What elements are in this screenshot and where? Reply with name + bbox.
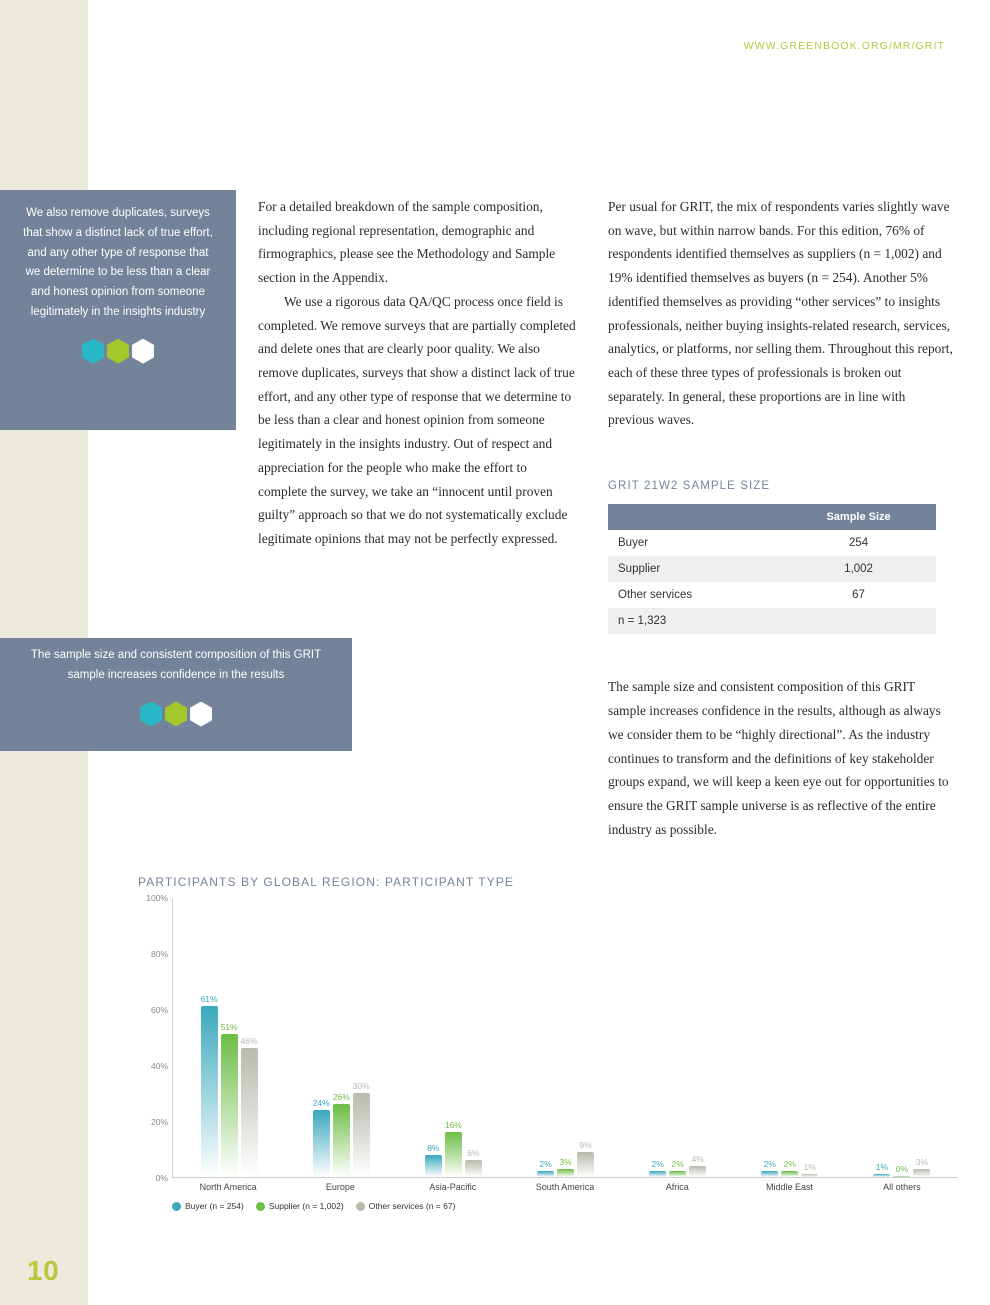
bar-group — [846, 898, 958, 1177]
bar-value-label: 24% — [312, 1097, 330, 1108]
table-cell-value — [781, 608, 936, 634]
bar-group — [622, 898, 734, 1177]
bar-slot — [873, 898, 890, 1177]
bar-value-label: 3% — [559, 1156, 572, 1167]
bar-value-label: 2% — [651, 1159, 664, 1170]
x-tick-label: South America — [535, 1182, 595, 1192]
legend-color-swatch — [356, 1202, 365, 1211]
bar-slot — [353, 898, 370, 1177]
bar[interactable] — [781, 1159, 798, 1177]
y-tick-label: 20% — [150, 1117, 168, 1127]
table-cell-label: Buyer — [608, 530, 781, 556]
footer-url: WWW.GREENBOOK.ORG/MR/GRIT — [743, 40, 945, 52]
bar-slot — [201, 898, 218, 1177]
hexagon-decoration — [24, 702, 328, 727]
x-tick-label: Europe — [325, 1182, 355, 1192]
bar-value-label: 2% — [671, 1159, 684, 1170]
chart-x-axis — [172, 1182, 958, 1192]
pull-quote-1-text: We also remove duplicates, surveys that show a distinct lack of true effort, and any other type of response that we determine to be less than a clear and honest opinion from someone legitimately in the insights industry — [23, 207, 213, 318]
table-cell-value: 254 — [781, 530, 936, 556]
legend-label: Supplier (n = 1,002) — [268, 1201, 344, 1211]
bar[interactable] — [873, 1162, 890, 1177]
bar[interactable] — [537, 1159, 554, 1177]
bar-slot — [333, 898, 350, 1177]
participants-by-region-chart — [138, 893, 958, 1218]
paragraph: Per usual for GRIT, the mix of respondents varies slightly wave on wave, but within narrow bands. For this edition, 76% of respondents identified themselves as suppliers (n = 1,002) and 19% identified themselves as buyers (n = 254). Another 5% identified themselves as providing “other services” to insights professionals, neither buying insights-related research, services, analytics, or platforms, nor selling them. Throughout this report, each of these three types of professionals is broken out separately. In general, these proportions are in line with previous waves. — [608, 199, 953, 428]
bar-slot — [465, 898, 482, 1177]
x-tick-label: Africa — [665, 1182, 689, 1192]
hexagon-icon — [82, 339, 104, 364]
table-cell-label: Supplier — [608, 556, 781, 582]
bar-group — [509, 898, 621, 1177]
bar[interactable] — [577, 1139, 594, 1177]
bar-value-label: 30% — [352, 1081, 370, 1091]
bar[interactable] — [240, 1036, 258, 1177]
bar[interactable] — [332, 1092, 350, 1177]
sample-size-table — [608, 504, 936, 634]
hexagon-icon — [165, 702, 187, 727]
paragraph: We use a rigorous data QA/QC process once field is completed. We remove surveys that are partially completed and delete ones that are clearly poor quality. We also remove duplicates, surveys that show a distinct lack of true effort, and any other type of response that we determine to be less than a clear and honest opinion from someone legitimately in the insights industry. Out of respect and appreciation for the people who make the effort to complete the survey, we take an “innocent until proven guilty” approach so that we do not systematically exclude legitimate opinions that may not be perfectly expressed. — [258, 293, 576, 547]
y-tick-label: 100% — [146, 893, 168, 903]
bar-value-label: 26% — [332, 1092, 350, 1103]
bar[interactable] — [312, 1097, 330, 1177]
legend-color-swatch — [172, 1202, 181, 1211]
bar-value-label: 6% — [467, 1148, 480, 1159]
chart-legend — [172, 1201, 455, 1211]
table-header-blank — [608, 504, 781, 530]
table-header-sample-size: Sample Size — [781, 504, 936, 530]
bar-slot — [557, 898, 574, 1177]
x-tick-label: Middle East — [766, 1182, 814, 1192]
body-column-left — [258, 195, 578, 551]
table-row — [608, 608, 936, 634]
bar-value-label: 9% — [579, 1139, 592, 1150]
bar-value-label: 4% — [691, 1153, 704, 1164]
table-row — [608, 556, 936, 582]
bar[interactable] — [425, 1142, 442, 1177]
chart-y-axis — [138, 893, 168, 1183]
hexagon-icon — [132, 339, 154, 364]
chart-plot-area — [172, 898, 958, 1178]
chart-bar-groups — [173, 898, 958, 1177]
bar-slot — [649, 898, 666, 1177]
bar[interactable] — [465, 1148, 482, 1177]
bar-slot — [801, 898, 818, 1177]
pull-quote-1 — [0, 190, 236, 430]
legend-color-swatch — [256, 1202, 265, 1211]
table-row — [608, 582, 936, 608]
bar-value-label: 8% — [427, 1142, 440, 1153]
legend-item[interactable] — [256, 1201, 344, 1211]
bar-group — [734, 898, 846, 1177]
bar-slot — [425, 898, 442, 1177]
bar-value-label: 1% — [803, 1162, 816, 1173]
x-tick-label: North America — [199, 1182, 257, 1192]
table-cell-label: n = 1,323 — [608, 608, 781, 634]
bar-slot — [781, 898, 798, 1177]
body-column-right — [608, 195, 953, 432]
paragraph: For a detailed breakdown of the sample composition, including regional representation, demographic and firmographics, please see the Methodology and Sample section in the Appendix. — [258, 199, 556, 286]
bar-slot — [241, 898, 258, 1177]
bar-value-label: 1% — [875, 1162, 889, 1173]
bar-slot — [313, 898, 330, 1177]
paragraph: The sample size and consistent composition of this GRIT sample increases confidence in the results, although as always we consider them to be “highly directional”. As the industry continues to transform and the definitions of key stakeholder groups expand, we will keep a keen eye out for opportunities to ensure the GRIT sample universe is as reflective of the entire industry as possible. — [608, 679, 949, 837]
table-cell-label: Other services — [608, 582, 781, 608]
y-tick-label: 0% — [155, 1173, 168, 1183]
hexagon-icon — [107, 339, 129, 364]
sample-size-table-title: GRIT 21W2 SAMPLE SIZE — [608, 480, 771, 492]
legend-item[interactable] — [356, 1201, 456, 1211]
y-tick-label: 80% — [150, 949, 168, 959]
body-column-right-lower — [608, 662, 953, 855]
bar[interactable] — [913, 1156, 930, 1177]
bar[interactable] — [689, 1153, 706, 1177]
bar-slot — [445, 898, 462, 1177]
x-tick-label: Asia-Pacific — [429, 1182, 477, 1192]
pull-quote-2-text: The sample size and consistent composition of this GRIT sample increases confidence in the results — [30, 649, 322, 681]
bar-slot — [761, 898, 778, 1177]
bar-slot — [893, 898, 910, 1177]
pull-quote-2 — [0, 638, 352, 751]
hexagon-decoration — [22, 339, 214, 364]
bar-slot — [689, 898, 706, 1177]
bar[interactable] — [444, 1120, 462, 1177]
chart-title: PARTICIPANTS BY GLOBAL REGION: PARTICIPANT TYPE — [138, 875, 515, 889]
bar-value-label: 2% — [539, 1159, 552, 1170]
bar-value-label: 46% — [240, 1036, 258, 1047]
bar[interactable] — [761, 1159, 778, 1177]
bar-group — [285, 898, 397, 1177]
legend-label: Buyer (n = 254) — [185, 1201, 244, 1211]
table-row — [608, 530, 936, 556]
hexagon-icon — [190, 702, 212, 727]
bar-slot — [221, 898, 238, 1177]
bar-value-label: 2% — [763, 1159, 776, 1170]
bar[interactable] — [669, 1159, 686, 1177]
bar-value-label: 2% — [783, 1159, 796, 1170]
bar[interactable] — [220, 1022, 238, 1177]
bar[interactable] — [352, 1081, 370, 1177]
bar[interactable] — [893, 1164, 910, 1177]
bar-group — [397, 898, 509, 1177]
bar-value-label: 0% — [895, 1164, 909, 1174]
bar[interactable] — [801, 1162, 818, 1177]
y-tick-label: 60% — [150, 1005, 168, 1015]
bar-slot — [913, 898, 930, 1177]
bar[interactable] — [649, 1159, 666, 1177]
y-tick-label: 40% — [150, 1061, 168, 1071]
hexagon-icon — [140, 702, 162, 727]
bar[interactable] — [557, 1156, 574, 1177]
page-number: 10 — [27, 1255, 60, 1286]
bar-value-label: 61% — [200, 994, 218, 1005]
table-header-row — [608, 504, 936, 530]
table-cell-value: 1,002 — [781, 556, 936, 582]
bar-slot — [669, 898, 686, 1177]
bar[interactable] — [200, 994, 218, 1177]
bar-value-label: 51% — [220, 1022, 238, 1033]
table-cell-value: 67 — [781, 582, 936, 608]
bar-slot — [577, 898, 594, 1177]
bar-group — [173, 898, 285, 1177]
legend-item[interactable] — [172, 1201, 244, 1211]
bar-value-label: 16% — [444, 1120, 462, 1131]
legend-label: Other services (n = 67) — [368, 1201, 456, 1211]
bar-slot — [537, 898, 554, 1177]
bar-value-label: 3% — [915, 1156, 929, 1167]
x-tick-label: All others — [883, 1182, 921, 1192]
